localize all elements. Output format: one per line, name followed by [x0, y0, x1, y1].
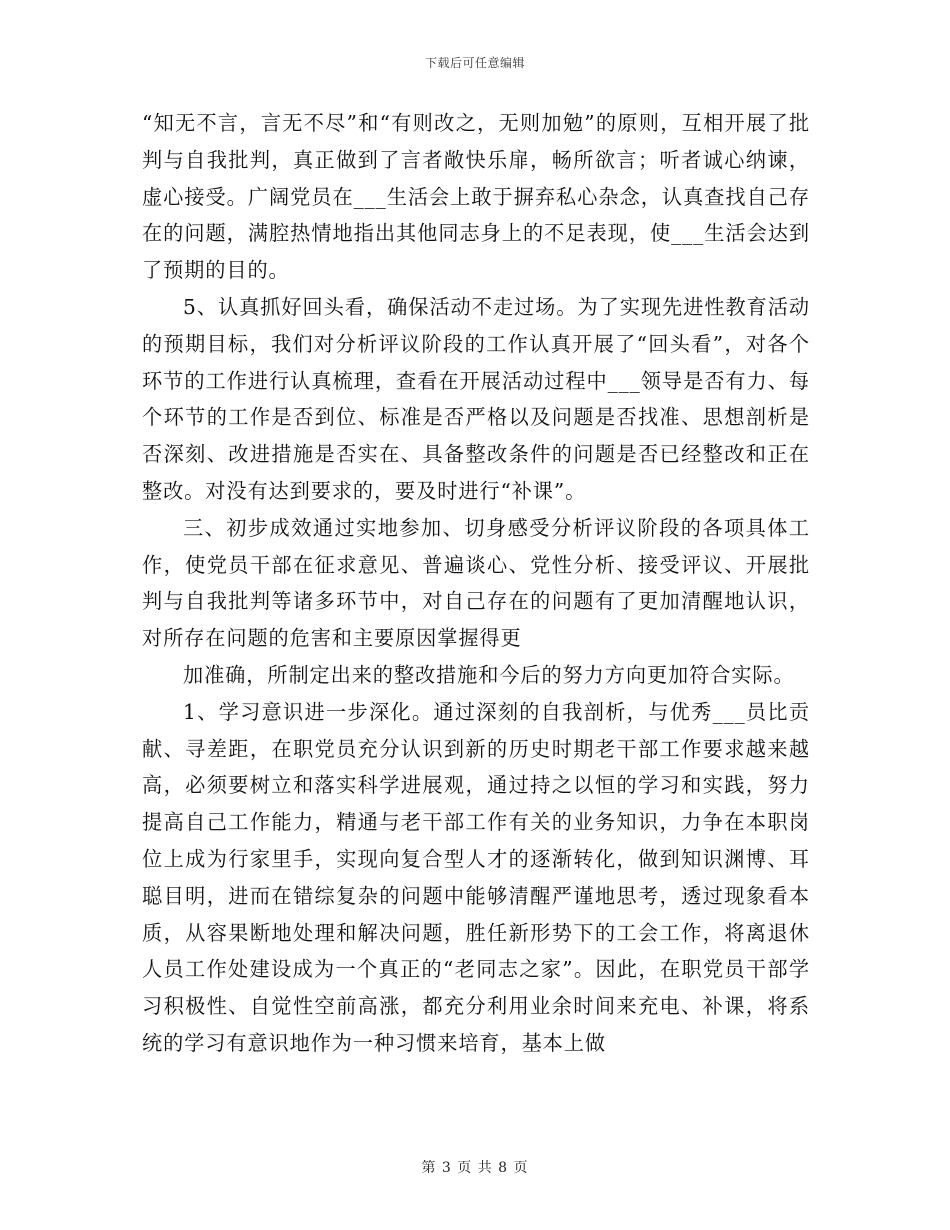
paragraph-look-back: 5、认真抓好回头看，确保活动不走过场。为了实现先进性教育活动的预期目标，我们对分析评议阶段的工作认真开展了“回头看”，对各个环节的工作进行认真梳理，查看在开展活动过程中___领导是否有力、每个环节的工作是否到位、标准是否严格以及问题是否找准、思想剖析是否深刻、改进措施是否实在、具备整改条件的问题是否已经整改和正在整改。对没有达到要求的，要及时进行“补课”。 — [142, 294, 810, 503]
page-number: 第 3 页 共 8 页 — [421, 1160, 529, 1176]
paragraph-principles: “知无不言，言无不尽”和“有则改之，无则加勉”的原则，互相开展了批判与自我批判，真正做到了言者敞快乐扉，畅所欲言；听者诚心纳谏，虚心接受。广阔党员在___生活会上敢于摒弃私心杂念，认真查找自己存在的问题，满腔热情地指出其他同志身上的不足表现，使___生活会达到了预期的目的。 — [142, 111, 810, 283]
paragraph-continuation: 加准确，所制定出来的整改措施和今后的努力方向更加符合实际。 — [183, 662, 795, 687]
paragraph-initial-results: 三、初步成效通过实地参加、切身感受分析评议阶段的各项具体工作，使党员干部在征求意见、普遍谈心、党性分析、接受评议、开展批判与自我批判等诸多环节中，对自己存在的问题有了更加清醒地认识，对所存在问题的危害和主要原因掌握得更 — [142, 515, 810, 651]
page-header: 下载后可任意编辑 — [424, 56, 525, 70]
paragraph-learning-awareness: 1、学习意识进一步深化。通过深刻的自我剖析，与优秀___员比贡献、寻差距，在职党员充分认识到新的历史时期老干部工作要求越来越高，必须要树立和落实科学进展观，通过持之以恒的学习和实践，努力提高自己工作能力，精通与老干部工作有关的业务知识，力争在本职岗位上成为行家里手，实现向复合型人才的逐渐转化，做到知识渊博、耳聪目明，进而在错综复杂的问题中能够清醒严谨地思考，透过现象看本质，从容果断地处理和解决问题，胜任新形势下的工会工作，将离退休人员工作处建设成为一个真正的“老同志之家”。因此，在职党员干部学习积极性、自觉性空前高涨，都充分利用业余时间来充电、补课，将系统的学习有意识地作为一种习惯来培育，基本上做 — [142, 699, 810, 1055]
document-body — [142, 105, 810, 1062]
